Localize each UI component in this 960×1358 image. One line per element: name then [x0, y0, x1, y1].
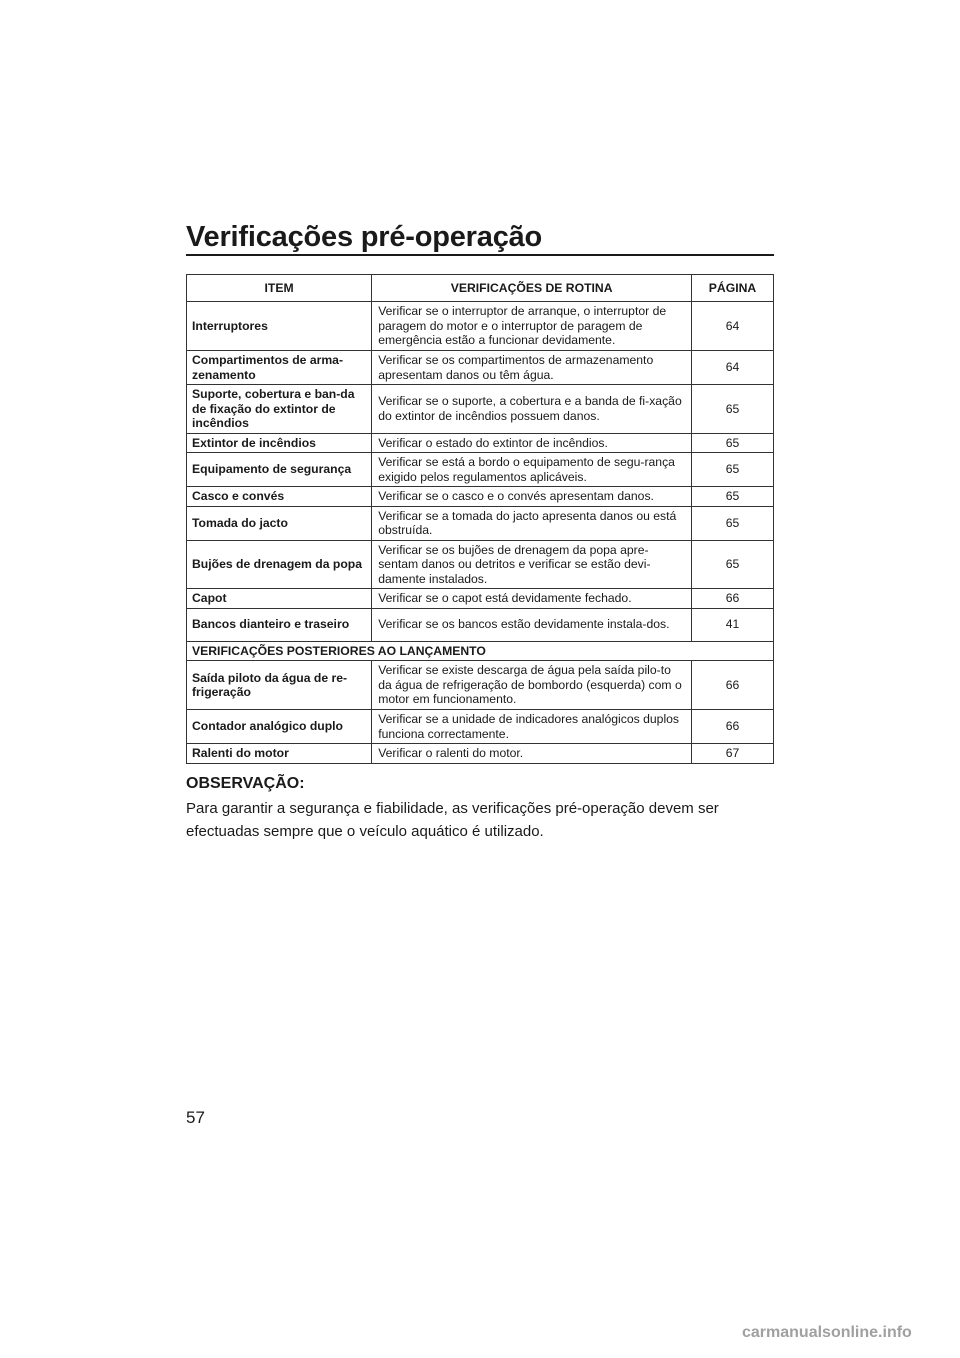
row-page: 41 [692, 608, 774, 641]
row-item: Tomada do jacto [187, 506, 372, 540]
page-number: 57 [186, 1108, 205, 1127]
row-check: Verificar se o interruptor de arranque, o interruptor de paragem do motor e o interruptor de paragem de emergência estão a funcionar devidamente. [372, 302, 692, 351]
row-page: 66 [692, 589, 774, 609]
section-row [187, 641, 774, 661]
pre-operation-checks-table [186, 274, 774, 764]
header-check: VERIFICAÇÕES DE ROTINA [372, 275, 692, 302]
row-check: Verificar se o casco e o convés apresentam danos. [372, 487, 692, 507]
row-page: 65 [692, 506, 774, 540]
title-rule [186, 254, 774, 256]
table-row [187, 661, 774, 710]
table-row [187, 608, 774, 641]
row-page: 66 [692, 661, 774, 710]
row-page: 65 [692, 487, 774, 507]
row-check: Verificar se o capot está devidamente fechado. [372, 589, 692, 609]
note-title: OBSERVAÇÃO: [186, 775, 305, 792]
table-row [187, 433, 774, 453]
row-item: Ralenti do motor [187, 744, 372, 764]
row-item: Interruptores [187, 302, 372, 351]
row-check: Verificar se está a bordo o equipamento de segu-rança exigido pelos regulamentos aplicáveis. [372, 453, 692, 487]
row-check: Verificar se o suporte, a cobertura e a banda de fi-xação do extintor de incêndios possuem danos. [372, 385, 692, 434]
row-check: Verificar o estado do extintor de incêndios. [372, 433, 692, 453]
row-item: Suporte, cobertura e ban-da de fixação do extintor de incêndios [187, 385, 372, 434]
row-page: 67 [692, 744, 774, 764]
row-item: Equipamento de segurança [187, 453, 372, 487]
table-row [187, 351, 774, 385]
row-check: Verificar o ralenti do motor. [372, 744, 692, 764]
table-row [187, 506, 774, 540]
table-row [187, 453, 774, 487]
section-heading: VERIFICAÇÕES POSTERIORES AO LANÇAMENTO [187, 641, 774, 661]
row-page: 65 [692, 385, 774, 434]
table-row [187, 540, 774, 589]
row-check: Verificar se os bujões de drenagem da popa apre-sentam danos ou detritos e verificar se estão devi-damente instalados. [372, 540, 692, 589]
row-item: Bancos dianteiro e traseiro [187, 608, 372, 641]
note-body: Para garantir a segurança e fiabilidade, as verificações pré-operação devem ser efectuadas sempre que o veículo aquático é utilizado. [186, 800, 719, 840]
table-header-row [187, 275, 774, 302]
row-check: Verificar se a tomada do jacto apresenta danos ou está obstruída. [372, 506, 692, 540]
row-item: Compartimentos de arma-zenamento [187, 351, 372, 385]
row-page: 65 [692, 540, 774, 589]
table-row [187, 487, 774, 507]
header-page: PÁGINA [692, 275, 774, 302]
row-item: Casco e convés [187, 487, 372, 507]
header-item: ITEM [187, 275, 372, 302]
row-page: 64 [692, 351, 774, 385]
row-item: Contador analógico duplo [187, 710, 372, 744]
row-page: 65 [692, 433, 774, 453]
row-check: Verificar se os compartimentos de armazenamento apresentam danos ou têm água. [372, 351, 692, 385]
row-item: Extintor de incêndios [187, 433, 372, 453]
table-row [187, 589, 774, 609]
table-row [187, 744, 774, 764]
row-page: 65 [692, 453, 774, 487]
row-item: Capot [187, 589, 372, 609]
row-check: Verificar se os bancos estão devidamente instala-dos. [372, 608, 692, 641]
row-page: 66 [692, 710, 774, 744]
watermark: carmanualsonline.info [742, 1324, 912, 1341]
row-item: Saída piloto da água de re-frigeração [187, 661, 372, 710]
table-row [187, 710, 774, 744]
row-check: Verificar se existe descarga de água pela saída pilo-to da água de refrigeração de bombordo (esquerda) com o motor em funcionamento. [372, 661, 692, 710]
table-row [187, 385, 774, 434]
table-row [187, 302, 774, 351]
page-title: Verificações pré-operação [186, 221, 543, 253]
row-item: Bujões de drenagem da popa [187, 540, 372, 589]
row-check: Verificar se a unidade de indicadores analógicos duplos funciona correctamente. [372, 710, 692, 744]
row-page: 64 [692, 302, 774, 351]
